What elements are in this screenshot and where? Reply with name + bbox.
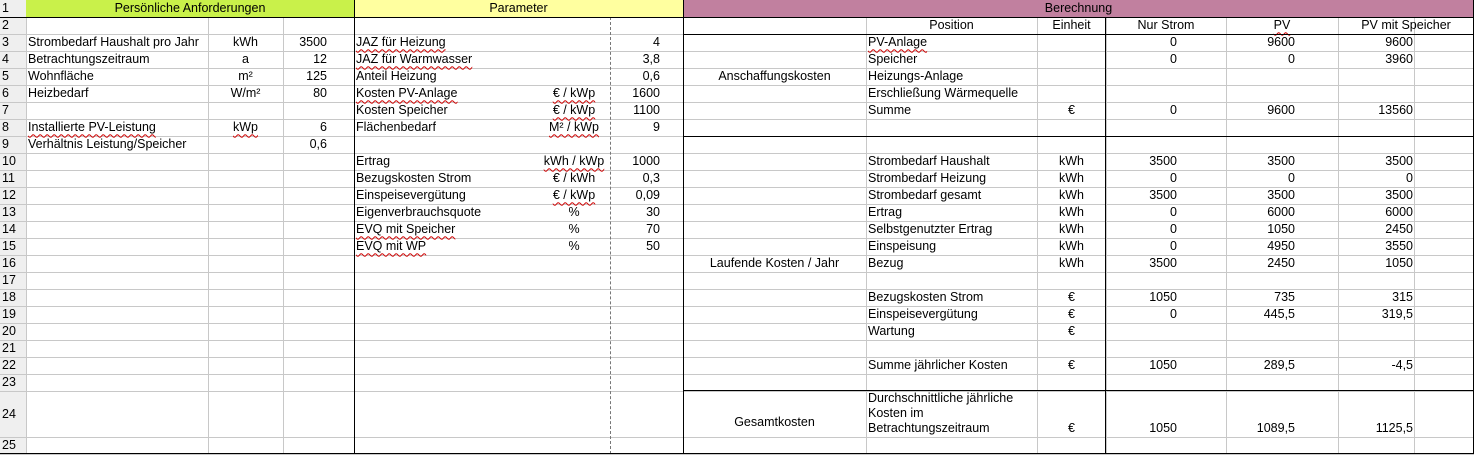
section-title-parameter: Parameter [489, 1, 548, 16]
berechnung-nur-strom[interactable]: 0 [1170, 222, 1177, 237]
parameter-unit: € / kWh [552, 171, 596, 186]
persoenlich-unit: m² [238, 69, 253, 84]
berechnung-position: Erschließung Wärmequelle [868, 86, 1019, 101]
berechnung-pv-speicher[interactable]: 1125,5 [1375, 420, 1413, 435]
berechnung-nur-strom[interactable]: 0 [1170, 307, 1177, 322]
berechnung-pv[interactable]: 3500 [1267, 188, 1295, 203]
berechnung-pv[interactable]: 1050 [1267, 222, 1295, 237]
berechnung-nur-strom[interactable] [1106, 68, 1179, 85]
row-number: 10 [2, 154, 16, 169]
border-anschaffung-bottom [683, 136, 1474, 137]
berechnung-position: Heizungs-Anlage [868, 69, 964, 84]
berechnung-einheit: € [1068, 307, 1075, 322]
berechnung-pv-speicher[interactable]: 3500 [1385, 154, 1413, 169]
group-laufende-kosten: Laufende Kosten / Jahr [709, 256, 840, 271]
berechnung-pv[interactable]: 289,5 [1263, 358, 1295, 373]
parameter-unit: % [568, 239, 580, 254]
berechnung-einheit: € [1068, 324, 1075, 339]
berechnung-pv[interactable]: 735 [1274, 290, 1295, 305]
berechnung-nur-strom[interactable]: 0 [1170, 52, 1177, 67]
row-number: 2 [2, 18, 9, 33]
berechnung-pv-speicher[interactable]: -4,5 [1391, 358, 1413, 373]
berechnung-position: Summe [868, 103, 912, 118]
berechnung-pv[interactable]: 6000 [1267, 205, 1295, 220]
row-number: 1 [2, 1, 9, 16]
berechnung-position: Selbstgenutzter Ertrag [868, 222, 993, 237]
border-left-bottom [0, 453, 683, 454]
berechnung-einheit: kWh [1059, 256, 1084, 271]
row-number: 16 [2, 256, 16, 271]
berechnung-nur-strom[interactable]: 0 [1170, 103, 1177, 118]
berechnung-pv[interactable]: 9600 [1267, 35, 1295, 50]
persoenlich-value[interactable]: 12 [313, 52, 327, 67]
berechnung-position: Wartung [868, 324, 915, 339]
berechnung-pv-speicher[interactable]: 319,5 [1381, 307, 1413, 322]
berechnung-position: Strombedarf Heizung [868, 171, 987, 186]
berechnung-nur-strom[interactable]: 0 [1170, 205, 1177, 220]
border-laufend-bottom [683, 390, 1474, 391]
parameter-label: Flächenbedarf [356, 120, 436, 135]
berechnung-einheit [1037, 51, 1106, 68]
berechnung-einheit: kWh [1059, 205, 1084, 220]
berechnung-position: Bezug [868, 256, 904, 271]
parameter-label: Einspeisevergütung [356, 188, 466, 203]
parameter-unit: kWh / kWp [543, 154, 605, 169]
berechnung-pv-speicher[interactable]: 0 [1406, 171, 1413, 186]
persoenlich-unit: W/m² [230, 86, 261, 101]
berechnung-nur-strom[interactable]: 0 [1170, 35, 1177, 50]
berechnung-einheit: € [1068, 420, 1075, 435]
berechnung-nur-strom[interactable]: 1050 [1149, 358, 1177, 373]
parameter-unit: % [568, 205, 580, 220]
row-number: 13 [2, 205, 16, 220]
berechnung-einheit: kWh [1059, 222, 1084, 237]
parameter-label: JAZ für Heizung [356, 35, 446, 50]
berechnung-einheit: kWh [1059, 171, 1084, 186]
parameter-unit: € / kWp [552, 103, 596, 118]
parameter-label: Bezugskosten Strom [356, 171, 472, 186]
berechnung-pv-speicher[interactable]: 9600 [1385, 35, 1413, 50]
persoenlich-label: Installierte PV-Leistung [28, 120, 156, 135]
berechnung-pv-speicher[interactable]: 3500 [1385, 188, 1413, 203]
berechnung-pv[interactable]: 0 [1288, 52, 1295, 67]
berechnung-nur-strom[interactable] [1106, 323, 1179, 340]
berechnung-pv[interactable]: 3500 [1267, 154, 1295, 169]
berechnung-pv-speicher[interactable]: 3550 [1385, 239, 1413, 254]
row-number: 25 [2, 438, 16, 453]
parameter-unit [538, 34, 610, 51]
berechnung-pv[interactable]: 445,5 [1263, 307, 1295, 322]
parameter-label: Kosten Speicher [356, 103, 448, 118]
berechnung-position: Bezugskosten Strom [868, 290, 984, 305]
berechnung-pv-speicher[interactable]: 13560 [1378, 103, 1413, 118]
berechnung-nur-strom[interactable]: 0 [1170, 171, 1177, 186]
grid-row-line [0, 454, 1474, 455]
berechnung-pv-speicher[interactable]: 2450 [1385, 222, 1413, 237]
berechnung-pv-speicher[interactable] [1338, 68, 1415, 85]
parameter-label: Ertrag [356, 154, 391, 169]
berechnung-nur-strom[interactable]: 3500 [1149, 188, 1177, 203]
row-number: 12 [2, 188, 16, 203]
persoenlich-unit: kWp [233, 120, 258, 135]
parameter-unit [538, 51, 610, 68]
parameter-unit: % [568, 222, 580, 237]
parameter-unit [538, 68, 610, 85]
persoenlich-label: Wohnfläche [28, 69, 94, 84]
berechnung-pv-speicher[interactable] [1338, 85, 1415, 102]
berechnung-einheit: € [1068, 103, 1075, 118]
berechnung-pv[interactable] [1226, 323, 1297, 340]
parameter-value[interactable]: 1000 [632, 154, 660, 169]
row-number: 4 [2, 52, 9, 67]
persoenlich-unit: kWh [233, 35, 258, 50]
group-anschaffungskosten: Anschaffungskosten [718, 69, 831, 84]
border-gesamt-bottom [683, 453, 1474, 454]
section-title-berechnung: Berechnung [1044, 1, 1113, 16]
parameter-unit: € / kWp [552, 86, 596, 101]
row-number: 9 [2, 137, 9, 152]
col-header-pv: PV [1273, 18, 1291, 33]
row-number: 22 [2, 358, 16, 373]
persoenlich-label: Strombedarf Haushalt pro Jahr [28, 35, 199, 50]
persoenlich-value[interactable]: 125 [306, 69, 327, 84]
row-number: 11 [2, 171, 15, 186]
parameter-value[interactable]: 0,6 [642, 69, 660, 84]
berechnung-nur-strom[interactable]: 1050 [1149, 420, 1177, 435]
persoenlich-label: Heizbedarf [28, 86, 89, 101]
berechnung-nur-strom[interactable]: 1050 [1149, 290, 1177, 305]
row-number: 24 [2, 406, 16, 421]
berechnung-nur-strom[interactable]: 0 [1170, 239, 1177, 254]
berechnung-einheit: kWh [1059, 239, 1084, 254]
berechnung-einheit: kWh [1059, 188, 1084, 203]
berechnung-pv[interactable]: 0 [1288, 171, 1295, 186]
row-number: 5 [2, 69, 9, 84]
border-persoenlich-right [354, 0, 355, 454]
berechnung-pv[interactable]: 9600 [1267, 103, 1295, 118]
persoenlich-value[interactable]: 0,6 [309, 137, 327, 152]
row-number: 19 [2, 307, 16, 322]
berechnung-position: Speicher [868, 52, 918, 67]
col-header-nur-strom: Nur Strom [1137, 18, 1195, 33]
parameter-value[interactable]: 50 [646, 239, 660, 254]
row-number: 18 [2, 290, 16, 305]
border-einheit-right [1105, 17, 1106, 454]
berechnung-pv-speicher[interactable]: 3960 [1385, 52, 1413, 67]
berechnung-pv[interactable]: 4950 [1267, 239, 1295, 254]
border-parameter-right [683, 0, 684, 454]
persoenlich-label: Verhältnis Leistung/Speicher [28, 137, 187, 152]
row-number: 3 [2, 35, 9, 50]
col-header-einheit: Einheit [1052, 18, 1091, 33]
row-number: 17 [2, 273, 16, 288]
berechnung-pv-speicher[interactable]: 315 [1392, 290, 1413, 305]
parameter-value[interactable]: 1100 [633, 103, 660, 118]
berechnung-einheit [1037, 68, 1106, 85]
berechnung-pv-speicher[interactable]: 1050 [1385, 256, 1413, 271]
row-number: 7 [2, 103, 9, 118]
parameter-unit: M² / kWp [549, 120, 599, 135]
parameter-label: EVQ mit Speicher [356, 222, 456, 237]
berechnung-pv-speicher[interactable] [1338, 323, 1415, 340]
berechnung-einheit: kWh [1059, 154, 1084, 169]
parameter-value[interactable]: 4 [653, 35, 660, 50]
parameter-value[interactable]: 70 [646, 222, 660, 237]
berechnung-einheit: € [1068, 290, 1075, 305]
persoenlich-value[interactable]: 80 [313, 86, 327, 101]
parameter-label: JAZ für Warmwasser [356, 52, 473, 67]
col-header-position: Position [929, 18, 974, 33]
berechnung-einheit: € [1068, 358, 1075, 373]
berechnung-einheit [1037, 85, 1106, 102]
parameter-label: EVQ mit WP [356, 239, 427, 254]
berechnung-position: Summe jährlicher Kosten [868, 358, 1008, 373]
row-number: 8 [2, 120, 9, 135]
persoenlich-unit: a [242, 52, 249, 67]
parameter-value[interactable]: 30 [646, 205, 660, 220]
row-number: 21 [2, 341, 16, 356]
berechnung-position: Durchschnittliche jährliche Kosten im Betrachtungszeitraum [868, 391, 1014, 435]
persoenlich-label: Betrachtungszeitraum [28, 52, 150, 67]
col-header-pv-speicher: PV mit Speicher [1361, 18, 1451, 33]
group-gesamtkosten: Gesamtkosten [734, 414, 815, 429]
berechnung-nur-strom[interactable]: 3500 [1149, 154, 1177, 169]
parameter-label: Kosten PV-Anlage [356, 86, 458, 101]
berechnung-position: Strombedarf gesamt [868, 188, 982, 203]
parameter-value[interactable]: 0,3 [642, 171, 660, 186]
border-header-bottom [0, 17, 1474, 18]
parameter-label: Anteil Heizung [356, 69, 437, 84]
berechnung-pv[interactable] [1226, 68, 1297, 85]
persoenlich-value[interactable]: 6 [320, 120, 327, 135]
berechnung-position: PV-Anlage [868, 35, 928, 50]
berechnung-position: Einspeisevergütung [868, 307, 978, 322]
berechnung-nur-strom[interactable] [1106, 85, 1179, 102]
berechnung-nur-strom[interactable]: 3500 [1149, 256, 1177, 271]
parameter-label: Eigenverbrauchsquote [356, 205, 482, 220]
berechnung-pv[interactable] [1226, 85, 1297, 102]
parameter-value[interactable]: 0,09 [635, 188, 660, 203]
persoenlich-value[interactable]: 3500 [299, 35, 327, 50]
berechnung-pv[interactable]: 2450 [1267, 256, 1295, 271]
row-number: 14 [2, 222, 16, 237]
berechnung-einheit [1037, 34, 1106, 51]
row-number: 23 [2, 375, 16, 390]
berechnung-position: Ertrag [868, 205, 903, 220]
parameter-value[interactable]: 9 [653, 120, 660, 135]
row-number: 20 [2, 324, 16, 339]
parameter-value[interactable]: 3,8 [642, 52, 660, 67]
berechnung-position: Einspeisung [868, 239, 937, 254]
berechnung-pv[interactable]: 1089,5 [1256, 420, 1295, 435]
section-title-persoenlich: Persönliche Anforderungen [114, 1, 266, 16]
parameter-unit: € / kWp [552, 188, 596, 203]
border-anschaffung-top [683, 34, 1474, 35]
row-number: 15 [2, 239, 16, 254]
berechnung-position: Strombedarf Haushalt [868, 154, 990, 169]
row-number: 6 [2, 86, 9, 101]
persoenlich-unit [208, 136, 283, 153]
berechnung-pv-speicher[interactable]: 6000 [1385, 205, 1413, 220]
parameter-value[interactable]: 1600 [632, 86, 660, 101]
